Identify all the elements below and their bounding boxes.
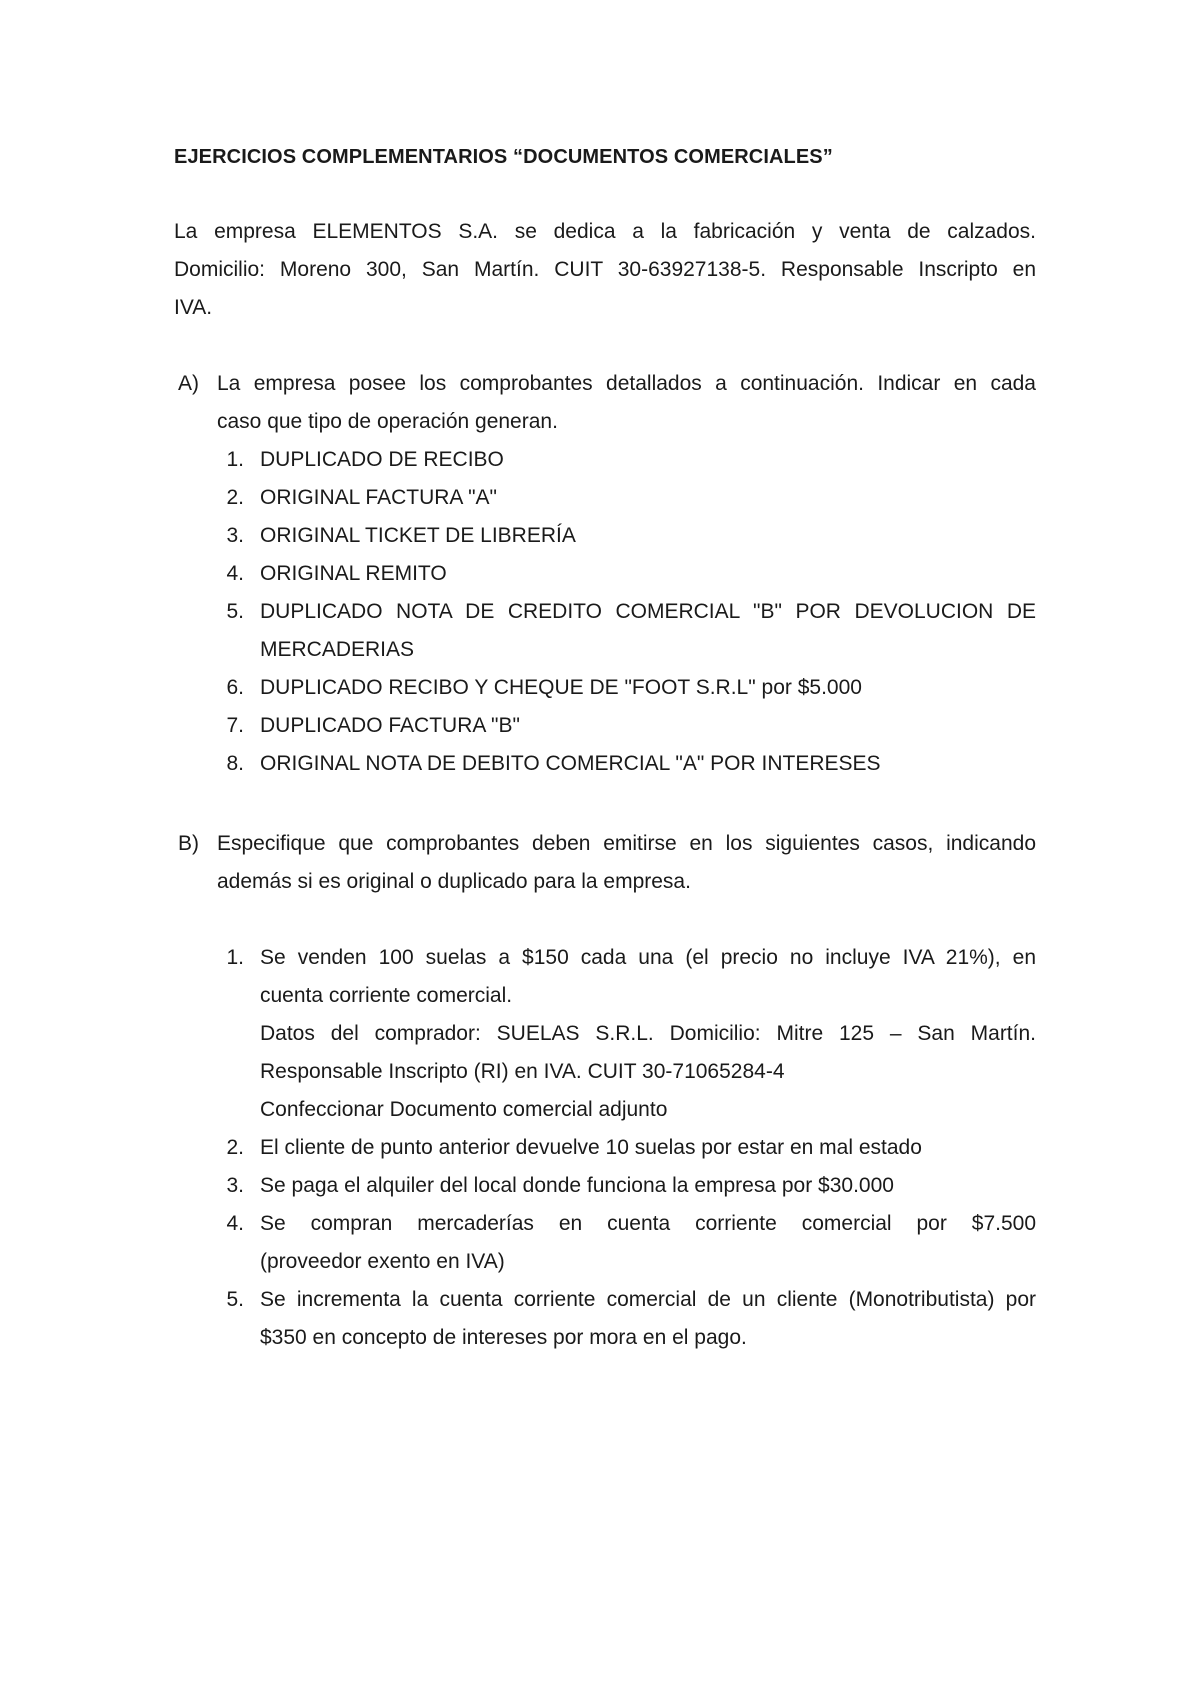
list-item-number: 1. [226, 448, 244, 471]
list-item: DUPLICADO NOTA DE CREDITO COMERCIAL "B" POR DEVOLUCION DE [260, 600, 1036, 623]
section-a-line-2: caso que tipo de operación generan. [217, 410, 558, 433]
list-item: ORIGINAL NOTA DE DEBITO COMERCIAL "A" POR INTERESES [260, 752, 881, 775]
list-item-number: 4. [226, 1212, 244, 1235]
list-item-continuation: (proveedor exento en IVA) [260, 1250, 505, 1273]
section-a-marker: A) [178, 372, 199, 395]
section-b-marker: B) [178, 832, 199, 855]
list-item: DUPLICADO DE RECIBO [260, 448, 504, 471]
list-item: ORIGINAL FACTURA "A" [260, 486, 498, 509]
list-item-number: 2. [226, 1136, 244, 1159]
list-item: ORIGINAL TICKET DE LIBRERÍA [260, 524, 576, 547]
list-item-continuation: Confeccionar Documento comercial adjunto [260, 1098, 668, 1121]
section-b-line-2: además si es original o duplicado para la empresa. [217, 870, 691, 893]
list-item-number: 5. [226, 1288, 244, 1311]
list-item-number: 1. [226, 946, 244, 969]
list-item-number: 6. [226, 676, 244, 699]
list-item-continuation: cuenta corriente comercial. [260, 984, 513, 1007]
list-item: El cliente de punto anterior devuelve 10 suelas por estar en mal estado [260, 1136, 922, 1159]
intro-line-1: La empresa ELEMENTOS S.A. se dedica a la fabricación y venta de calzados. [174, 220, 1036, 243]
list-item: Se compran mercaderías en cuenta corriente comercial por $7.500 [260, 1212, 1036, 1235]
list-item-number: 5. [226, 600, 244, 623]
list-item-continuation: Responsable Inscripto (RI) en IVA. CUIT 30-71065284-4 [260, 1060, 785, 1083]
list-item-number: 7. [226, 714, 244, 737]
list-item-number: 3. [226, 1174, 244, 1197]
section-b-line-1: Especifique que comprobantes deben emitirse en los siguientes casos, indicando [217, 832, 1036, 855]
list-item: DUPLICADO RECIBO Y CHEQUE DE "FOOT S.R.L" por $5.000 [260, 676, 862, 699]
list-item-number: 4. [226, 562, 244, 585]
intro-line-2: Domicilio: Moreno 300, San Martín. CUIT 30-63927138-5. Responsable Inscripto en [174, 258, 1036, 281]
list-item-continuation: $350 en concepto de intereses por mora en el pago. [260, 1326, 747, 1349]
list-item-continuation: MERCADERIAS [260, 638, 415, 661]
list-item: Se incrementa la cuenta corriente comercial de un cliente (Monotributista) por [260, 1288, 1036, 1311]
list-item: DUPLICADO FACTURA "B" [260, 714, 520, 737]
list-item: Se venden 100 suelas a $150 cada una (el precio no incluye IVA 21%), en [260, 946, 1036, 969]
list-item-number: 2. [226, 486, 244, 509]
document-title: EJERCICIOS COMPLEMENTARIOS “DOCUMENTOS COMERCIALES” [174, 146, 833, 168]
list-item-number: 3. [226, 524, 244, 547]
list-item: ORIGINAL REMITO [260, 562, 447, 585]
section-a-line-1: La empresa posee los comprobantes detallados a continuación. Indicar en cada [217, 372, 1036, 395]
intro-line-3: IVA. [174, 296, 213, 319]
list-item-number: 8. [226, 752, 244, 775]
list-item: Se paga el alquiler del local donde funciona la empresa por $30.000 [260, 1174, 894, 1197]
list-item-continuation: Datos del comprador: SUELAS S.R.L. Domicilio: Mitre 125 – San Martín. [260, 1022, 1036, 1045]
